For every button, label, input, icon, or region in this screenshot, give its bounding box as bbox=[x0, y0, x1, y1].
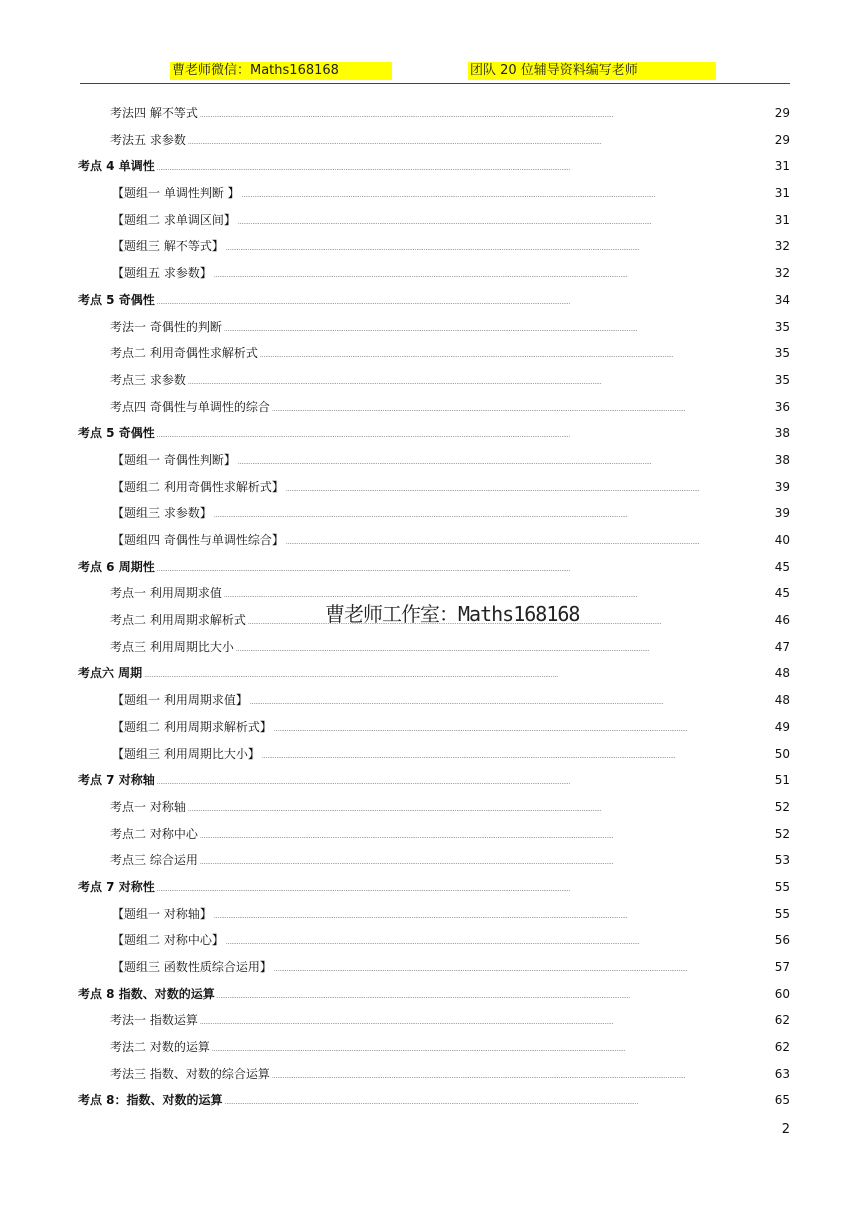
page-header bbox=[80, 62, 790, 82]
toc-leader-dots bbox=[188, 373, 773, 387]
toc-leader-dots bbox=[260, 346, 773, 360]
toc-entry[interactable] bbox=[78, 798, 790, 825]
toc-entry-label: 考法二 对数的运算 bbox=[110, 1040, 210, 1055]
toc-entry-label: 考点 4 单调性 bbox=[78, 159, 155, 174]
toc-leader-dots bbox=[262, 747, 773, 761]
toc-entry[interactable] bbox=[78, 664, 790, 691]
toc-entry[interactable] bbox=[78, 318, 790, 345]
toc-entry[interactable] bbox=[78, 1011, 790, 1038]
toc-entry-page: 45 bbox=[774, 559, 790, 574]
toc-entry[interactable] bbox=[78, 905, 790, 932]
toc-leader-dots bbox=[286, 480, 773, 494]
toc-entry[interactable] bbox=[78, 131, 790, 158]
toc-entry-page: 34 bbox=[774, 292, 790, 307]
toc-entry-page: 39 bbox=[774, 506, 790, 521]
toc-entry-label: 【题组四 奇偶性与单调性综合】 bbox=[112, 533, 284, 547]
toc-entry-page: 31 bbox=[774, 159, 790, 174]
toc-entry-page: 52 bbox=[774, 826, 790, 841]
toc-leader-dots bbox=[157, 773, 773, 787]
toc-entry-page: 35 bbox=[774, 319, 790, 334]
toc-leader-dots bbox=[217, 987, 773, 1001]
toc-entry-page: 48 bbox=[774, 666, 790, 681]
toc-entry[interactable] bbox=[78, 878, 790, 905]
toc-entry[interactable] bbox=[78, 424, 790, 451]
toc-entry-page: 32 bbox=[774, 266, 790, 281]
toc-entry-page: 38 bbox=[774, 426, 790, 441]
toc-entry-page: 51 bbox=[774, 773, 790, 788]
toc-leader-dots bbox=[226, 933, 773, 947]
toc-leader-dots bbox=[250, 693, 773, 707]
toc-entry-page: 57 bbox=[774, 960, 790, 974]
toc-entry-label: 考点 6 周期性 bbox=[78, 559, 155, 574]
toc-entry-label: 考点六 周期 bbox=[78, 666, 143, 681]
toc-entry-label: 考点三 利用周期比大小 bbox=[110, 639, 234, 654]
watermark: 曹老师工作室：Maths168168 bbox=[325, 602, 580, 626]
toc-entry-label: 考点一 利用周期求值 bbox=[110, 586, 222, 601]
toc-leader-dots bbox=[214, 506, 773, 520]
toc-entry-label: 考法一 指数运算 bbox=[110, 1013, 198, 1028]
toc-entry[interactable] bbox=[78, 211, 790, 238]
toc-leader-dots bbox=[272, 1067, 773, 1081]
toc-leader-dots bbox=[236, 640, 773, 654]
toc-entry-label: 考法四 解不等式 bbox=[110, 106, 198, 120]
toc-entry-page: 45 bbox=[774, 586, 790, 601]
toc-entry-page: 29 bbox=[774, 106, 790, 120]
toc-entry-page: 38 bbox=[774, 452, 790, 467]
toc-entry[interactable] bbox=[78, 771, 790, 798]
toc-entry[interactable] bbox=[78, 691, 790, 718]
toc-entry-label: 【题组一 对称轴】 bbox=[112, 906, 212, 921]
toc-entry[interactable] bbox=[78, 825, 790, 852]
toc-leader-dots bbox=[200, 853, 773, 867]
toc-entry-page: 35 bbox=[774, 346, 790, 361]
toc-entry[interactable] bbox=[78, 1091, 790, 1118]
toc-entry-page: 39 bbox=[774, 479, 790, 494]
toc-entry-label: 考法三 指数、对数的综合运算 bbox=[110, 1066, 270, 1081]
toc-entry-label: 【题组二 利用周期求解析式】 bbox=[112, 719, 272, 734]
toc-entry[interactable] bbox=[78, 398, 790, 425]
toc-entry[interactable] bbox=[78, 958, 790, 985]
toc-entry-page: 49 bbox=[774, 719, 790, 734]
toc-entry-page: 55 bbox=[774, 879, 790, 894]
toc-leader-dots bbox=[157, 293, 773, 307]
toc-entry-page: 62 bbox=[774, 1040, 790, 1055]
toc-entry-page: 47 bbox=[774, 639, 790, 654]
toc-entry-label: 考点三 综合运用 bbox=[110, 853, 198, 868]
toc-leader-dots bbox=[200, 106, 773, 120]
toc-entry[interactable] bbox=[78, 371, 790, 398]
toc-entry-page: 52 bbox=[774, 799, 790, 814]
toc-entry[interactable] bbox=[78, 531, 790, 558]
toc-entry[interactable] bbox=[78, 931, 790, 958]
header-divider bbox=[80, 83, 790, 84]
toc-leader-dots bbox=[274, 960, 773, 974]
header-wechat-text: 曹老师微信：Maths168168 bbox=[170, 62, 392, 80]
toc-entry[interactable] bbox=[78, 504, 790, 531]
toc-entry-page: 31 bbox=[774, 212, 790, 227]
toc-entry-label: 考点二 利用奇偶性求解析式 bbox=[110, 346, 258, 361]
toc-entry-page: 55 bbox=[774, 906, 790, 921]
toc-entry-label: 考点二 利用周期求解析式 bbox=[110, 613, 246, 628]
toc-entry-page: 62 bbox=[774, 1013, 790, 1028]
toc-leader-dots bbox=[238, 213, 773, 227]
toc-leader-dots bbox=[188, 800, 773, 814]
toc-entry-page: 46 bbox=[774, 613, 790, 628]
toc-leader-dots bbox=[212, 1040, 773, 1054]
toc-entry-page: 60 bbox=[774, 986, 790, 1001]
toc-leader-dots bbox=[214, 907, 773, 921]
toc-entry-page: 40 bbox=[774, 533, 790, 547]
toc-entry-label: 【题组一 奇偶性判断】 bbox=[112, 452, 236, 467]
toc-entry-page: 48 bbox=[774, 693, 790, 708]
toc-entry-page: 32 bbox=[774, 239, 790, 254]
toc-entry-label: 考法五 求参数 bbox=[110, 132, 186, 147]
header-team-text: 团队 20 位辅导资料编写老师 bbox=[468, 62, 716, 80]
toc-entry-label: 【题组三 利用周期比大小】 bbox=[112, 746, 260, 761]
toc-entry[interactable] bbox=[78, 558, 790, 585]
toc-entry[interactable] bbox=[78, 104, 790, 131]
toc-entry-page: 65 bbox=[774, 1093, 790, 1108]
toc-entry-label: 【题组三 解不等式】 bbox=[112, 239, 224, 254]
toc-entry[interactable] bbox=[78, 1065, 790, 1092]
toc-entry-page: 53 bbox=[774, 853, 790, 868]
toc-leader-dots bbox=[200, 827, 773, 841]
toc-leader-dots bbox=[225, 1093, 773, 1107]
toc-leader-dots bbox=[157, 159, 773, 173]
toc-entry-label: 考点四 奇偶性与单调性的综合 bbox=[110, 399, 270, 414]
toc-entry-label: 考点 5 奇偶性 bbox=[78, 426, 155, 441]
page-number: 2 bbox=[781, 1122, 790, 1137]
toc-entry-page: 36 bbox=[774, 399, 790, 414]
toc-entry[interactable] bbox=[78, 264, 790, 291]
toc-entry[interactable] bbox=[78, 291, 790, 318]
toc-entry[interactable] bbox=[78, 451, 790, 478]
toc-entry[interactable] bbox=[78, 184, 790, 211]
toc-entry-label: 【题组二 利用奇偶性求解析式】 bbox=[112, 479, 284, 494]
toc-entry-label: 【题组三 求参数】 bbox=[112, 506, 212, 521]
toc-entry[interactable] bbox=[78, 851, 790, 878]
toc-leader-dots bbox=[188, 133, 773, 147]
toc-entry[interactable] bbox=[78, 718, 790, 745]
toc-entry[interactable] bbox=[78, 478, 790, 505]
toc-leader-dots bbox=[274, 720, 773, 734]
toc-entry-label: 考点一 对称轴 bbox=[110, 799, 186, 814]
toc-entry-label: 【题组一 单调性判断 】 bbox=[112, 186, 240, 201]
toc-entry-label: 【题组三 函数性质综合运用】 bbox=[112, 960, 272, 974]
toc-entry-label: 【题组五 求参数】 bbox=[112, 266, 212, 281]
toc-entry-label: 考点二 对称中心 bbox=[110, 826, 198, 841]
toc-entry[interactable] bbox=[78, 745, 790, 772]
toc-leader-dots bbox=[144, 666, 773, 680]
toc-leader-dots bbox=[286, 533, 773, 547]
toc-leader-dots bbox=[242, 186, 773, 200]
toc-entry-label: 考点 7 对称性 bbox=[78, 879, 155, 894]
toc-entry-label: 考点 8 指数、对数的运算 bbox=[78, 986, 215, 1001]
toc-entry[interactable] bbox=[78, 157, 790, 184]
toc-entry[interactable] bbox=[78, 638, 790, 665]
toc-leader-dots bbox=[157, 880, 773, 894]
toc-entry-label: 考法一 奇偶性的判断 bbox=[110, 319, 222, 334]
toc-entry-page: 50 bbox=[774, 746, 790, 761]
toc-entry[interactable] bbox=[78, 344, 790, 371]
toc-entry-label: 【题组二 求单调区间】 bbox=[112, 212, 236, 227]
toc-entry-page: 56 bbox=[774, 933, 790, 948]
toc-entry-label: 【题组一 利用周期求值】 bbox=[112, 693, 248, 708]
toc-entry-label: 考点 5 奇偶性 bbox=[78, 292, 155, 307]
toc-entry[interactable] bbox=[78, 985, 790, 1012]
toc-entry-label: 考点 8：指数、对数的运算 bbox=[78, 1093, 223, 1108]
toc-entry-label: 考点三 求参数 bbox=[110, 372, 186, 387]
toc-leader-dots bbox=[226, 239, 773, 253]
toc-entry-label: 考点 7 对称轴 bbox=[78, 773, 155, 788]
toc-leader-dots bbox=[200, 1013, 773, 1027]
toc-entry[interactable] bbox=[78, 1038, 790, 1065]
toc-leader-dots bbox=[157, 560, 773, 574]
toc-entry-page: 63 bbox=[774, 1066, 790, 1081]
toc-leader-dots bbox=[272, 400, 773, 414]
toc-leader-dots bbox=[214, 266, 773, 280]
toc-entry[interactable] bbox=[78, 237, 790, 264]
toc-leader-dots bbox=[157, 426, 773, 440]
toc-entry-page: 29 bbox=[774, 132, 790, 147]
toc-leader-dots bbox=[224, 320, 773, 334]
toc-entry-label: 【题组二 对称中心】 bbox=[112, 933, 224, 948]
toc-leader-dots bbox=[238, 453, 773, 467]
toc-entry-page: 35 bbox=[774, 372, 790, 387]
toc-entry-page: 31 bbox=[774, 186, 790, 201]
